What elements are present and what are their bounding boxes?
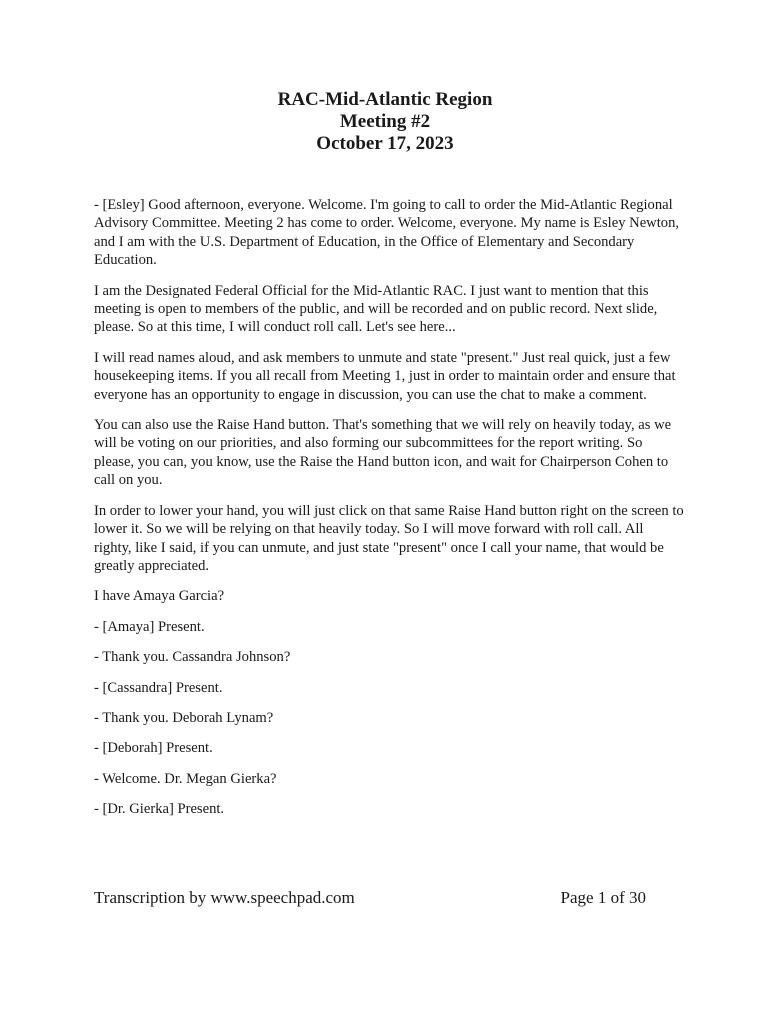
- transcript-paragraph: I am the Designated Federal Official for the Mid-Atlantic RAC. I just want to mention that this meeting is open to members of the public, and will be recorded and on public record. Next slide, please. So at this time, I will conduct roll call. Let's see here...: [94, 282, 658, 336]
- transcription-credit: Transcription by www.speechpad.com: [94, 888, 355, 907]
- title-line-region: RAC-Mid-Atlantic Region: [277, 89, 493, 110]
- transcript-paragraph: I have Amaya Garcia?: [94, 588, 225, 605]
- title-line-date: October 17, 2023: [316, 133, 454, 154]
- transcript-paragraph: - [Deborah] Present.: [94, 740, 213, 757]
- page-number: Page 1 of 30: [560, 888, 646, 907]
- transcript-paragraph: - [Cassandra] Present.: [94, 679, 223, 696]
- transcript-body: [94, 196, 684, 831]
- title-line-meeting: Meeting #2: [339, 111, 431, 132]
- transcript-paragraph: - Thank you. Deborah Lynam?: [94, 709, 274, 726]
- transcript-paragraph: - Thank you. Cassandra Johnson?: [94, 649, 291, 666]
- transcript-paragraph: - Welcome. Dr. Megan Gierka?: [94, 770, 277, 787]
- transcript-paragraph: - [Dr. Gierka] Present.: [94, 801, 225, 818]
- transcript-paragraph: - [Esley] Good afternoon, everyone. Welcome. I'm going to call to order the Mid-Atlantic Regional Advisory Committee. Meeting 2 has come to order. Welcome, everyone. My name is Esley Newton, and I am with the U.S. Department of Education, in the Office of Elementary and Secondary Education.: [94, 197, 680, 269]
- transcript-paragraph: You can also use the Raise Hand button. That's something that we will rely on heavily today, as we will be voting on our priorities, and also forming our subcommittees for the report writing. So please, you can, you know, use the Raise the Hand button icon, and wait for Chairperson Cohen to call on you.: [94, 417, 672, 489]
- transcript-paragraph: I will read names aloud, and ask members to unmute and state "present." Just real quick, just a few housekeeping items. If you all recall from Meeting 1, just in order to maintain order and ensure that everyone has an opportunity to engage in discussion, you can use the chat to make a comment.: [94, 349, 676, 403]
- transcript-paragraph: In order to lower your hand, you will just click on that same Raise Hand button right on the screen to lower it. So we will be relying on that heavily today. So I will move forward with roll call. All righty, like I said, if you can unmute, and just state "present" once I call your name, that would be greatly appreciated.: [94, 502, 684, 574]
- transcript-paragraph: - [Amaya] Present.: [94, 618, 205, 635]
- document-title: [0, 89, 770, 155]
